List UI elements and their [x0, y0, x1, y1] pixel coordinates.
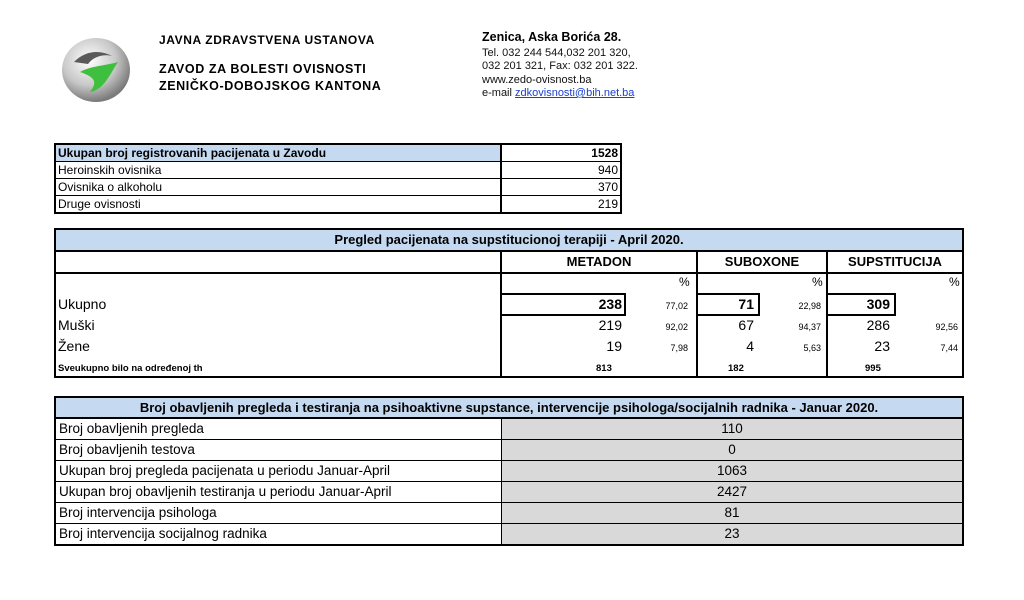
org-line-3: ZENIČKO-DOBOJSKOG KANTONA	[159, 79, 382, 93]
table-row	[56, 503, 962, 524]
therapy-title: Pregled pacijenata na supstitucionoj terapiji - April 2020.	[56, 230, 962, 252]
registered-total: 1528	[591, 146, 618, 160]
value-supstitucija: 286	[866, 317, 890, 333]
footer-label: Sveukupno bilo na određenoj th	[58, 363, 203, 374]
footer-metadon: 813	[596, 363, 612, 374]
table-row	[56, 461, 962, 482]
table-row	[56, 482, 962, 503]
row-value: 23	[502, 524, 962, 544]
value-supstitucija: 23	[874, 338, 890, 354]
phone-line-1: Tel. 032 244 544,032 201 320,	[482, 47, 631, 59]
email-link[interactable]: zdkovisnosti@bih.net.ba	[515, 87, 635, 99]
pct-metadon: 77,02	[665, 301, 688, 311]
row-value: 219	[597, 197, 618, 211]
row-label: Druge ovisnosti	[56, 196, 502, 212]
value-suboxone: 71	[738, 296, 754, 312]
email-line	[482, 86, 634, 100]
table-row	[56, 162, 620, 179]
row-label: Broj obavljenih testova	[56, 440, 502, 460]
col-header-metadon: METADON	[566, 254, 632, 269]
pct-symbol: %	[949, 275, 960, 289]
footer-supstitucija: 995	[865, 363, 881, 374]
therapy-table	[54, 228, 964, 378]
email-label: e-mail	[482, 87, 516, 99]
exams-table	[54, 396, 964, 546]
footer-suboxone: 182	[728, 363, 744, 374]
pct-suboxone: 22,98	[798, 301, 821, 311]
pct-supstitucija: 7,44	[940, 343, 958, 353]
row-value: 110	[502, 419, 962, 439]
pct-metadon: 7,98	[670, 343, 688, 353]
col-header-suboxone: SUBOXONE	[724, 254, 800, 269]
pct-symbol: %	[812, 275, 823, 289]
pct-suboxone: 5,63	[803, 343, 821, 353]
registered-title: Ukupan broj registrovanih pacijenata u Zavodu	[56, 145, 502, 161]
row-value: 0	[502, 440, 962, 460]
row-label-ukupno: Ukupno	[58, 296, 107, 312]
pct-suboxone: 94,37	[798, 322, 821, 332]
value-supstitucija: 309	[866, 296, 890, 312]
row-value: 940	[597, 163, 618, 177]
row-value: 370	[597, 180, 618, 194]
table-row	[56, 419, 962, 440]
row-label: Ukupan broj obavljenih testiranja u periodu Januar-April	[56, 482, 502, 502]
table-row	[56, 145, 620, 162]
logo	[60, 32, 132, 104]
row-value: 2427	[502, 482, 962, 502]
row-value: 81	[502, 503, 962, 523]
pct-symbol: %	[679, 275, 690, 289]
table-row	[56, 196, 620, 212]
row-label: Broj intervencija psihologa	[56, 503, 502, 523]
org-line-1: JAVNA ZDRAVSTVENA USTANOVA	[159, 33, 375, 47]
table-row	[56, 524, 962, 544]
value-metadon: 238	[598, 296, 622, 312]
org-line-2: ZAVOD ZA BOLESTI OVISNOSTI	[159, 62, 367, 76]
value-metadon: 19	[606, 338, 622, 354]
row-label: Heroinskih ovisnika	[56, 162, 502, 178]
exams-title: Broj obavljenih pregleda i testiranja na psihoaktivne supstance, intervencije psihologa/socijalnih radnika - Januar 2020.	[56, 398, 962, 419]
row-label-muski: Muški	[58, 317, 95, 333]
pct-supstitucija: 92,56	[935, 322, 958, 332]
row-value: 1063	[502, 461, 962, 481]
phone-line-2: 032 201 321, Fax: 032 201 322.	[482, 60, 638, 72]
value-suboxone: 67	[738, 317, 754, 333]
registered-patients-table	[54, 143, 622, 214]
pct-metadon: 92,02	[665, 322, 688, 332]
row-label: Broj intervencija socijalnog radnika	[56, 524, 502, 544]
header-divider	[56, 272, 962, 274]
address: Zenica, Aska Borića 28.	[482, 30, 622, 44]
table-row	[56, 440, 962, 461]
row-label-zene: Žene	[58, 338, 90, 354]
table-row	[56, 179, 620, 196]
row-label: Ovisnika o alkoholu	[56, 179, 502, 195]
row-label: Ukupan broj pregleda pacijenata u periodu Januar-April	[56, 461, 502, 481]
row-label: Broj obavljenih pregleda	[56, 419, 502, 439]
value-suboxone: 4	[746, 338, 754, 354]
col-header-supstitucija: SUPSTITUCIJA	[848, 254, 942, 269]
website: www.zedo-ovisnost.ba	[482, 74, 592, 86]
value-metadon: 219	[598, 317, 622, 333]
